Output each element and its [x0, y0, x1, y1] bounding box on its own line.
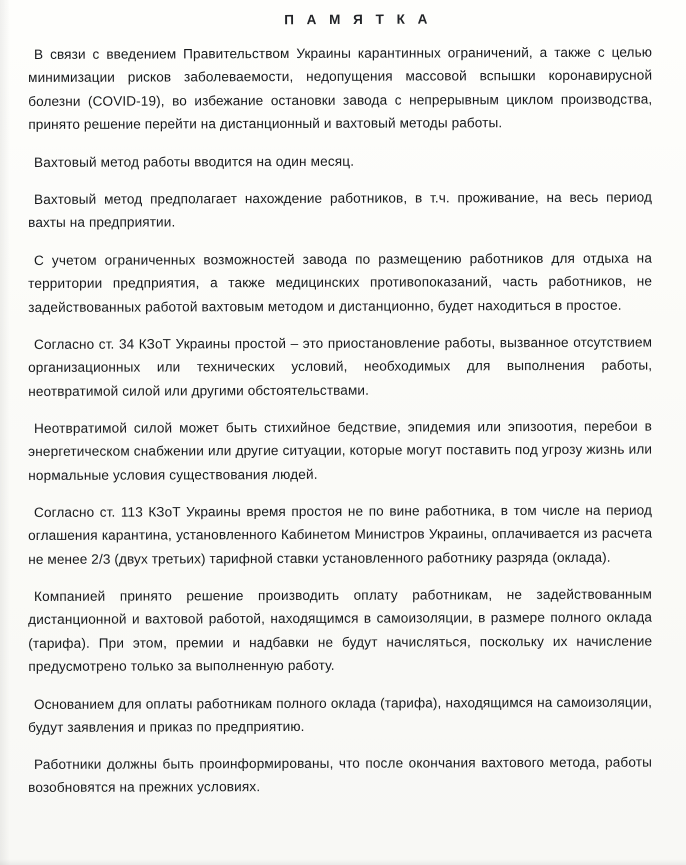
paragraph: Основанием для оплаты работникам полного оклада (тарифа), находящимся на самоизоляции, будут заявления и приказ по предприятию. — [28, 694, 653, 735]
page-edge-shading-bottom — [0, 859, 686, 865]
paragraph: Вахтовый метод работы вводится на один месяц. — [34, 153, 355, 170]
paragraph: Согласно ст. 34 КЗоТ Украины простой – это приостановление работы, вызванное отсутствием организационных или технических условий, необходимых для выполнения работы, неотвратимой силой или другими обстоятельствами. — [28, 334, 653, 399]
paragraph: С учетом ограниченных возможностей завода по размещению работников для отдыха на территории предприятия, а также медицинских противопоказаний, часть работников, не задействованных работой вахтовым методом и дистанционно, будет находиться в простое. — [28, 250, 653, 315]
paragraph: Неотвратимой силой может быть стихийное бедствие, эпидемия или эпизоотия, перебои в энергетическом снабжении или другие ситуации, которые могут поставить под угрозу жизнь или нормальные условия существования людей. — [28, 418, 653, 483]
paragraph: Работники должны быть проинформированы, что после окончания вахтового метода, работы возобновятся на прежних условиях. — [28, 754, 653, 796]
paragraph: Компанией принято решение производить оплату работникам, не задействованным дистанционной и вахтовой работой, находящимся в самоизоляции, в размере полного оклада (тарифа). При этом, премии и надбавки не будут начисляться, поскольку их начисление предусмотрено только за выполненную работу. — [28, 586, 653, 675]
paragraph: В связи с введением Правительством Украины карантинных ограничений, а также с целью минимизации рисков заболеваемости, недопущения массовой вспышки коронавирусной болезни (COVID-19), во избежание остановки завода с непрерывным циклом производства, принято решение перейти на дистанционный и вахтовый методы работы. — [28, 44, 653, 133]
page-title: П А М Я Т К А — [284, 11, 432, 28]
document-body — [0, 27, 686, 800]
paragraph: Согласно ст. 113 КЗоТ Украины время простоя не по вине работника, в том числе на период оглашения карантина, установленного Кабинетом Министров Украины, оплачивается из расчета не менее 2/3 (двух третьих) тарифной ставки установленного работнику разряда (оклада). — [28, 502, 653, 567]
paragraph: Вахтовый метод предполагает нахождение работников, в т.ч. проживание, на весь период вахты на предприятии. — [28, 189, 653, 231]
